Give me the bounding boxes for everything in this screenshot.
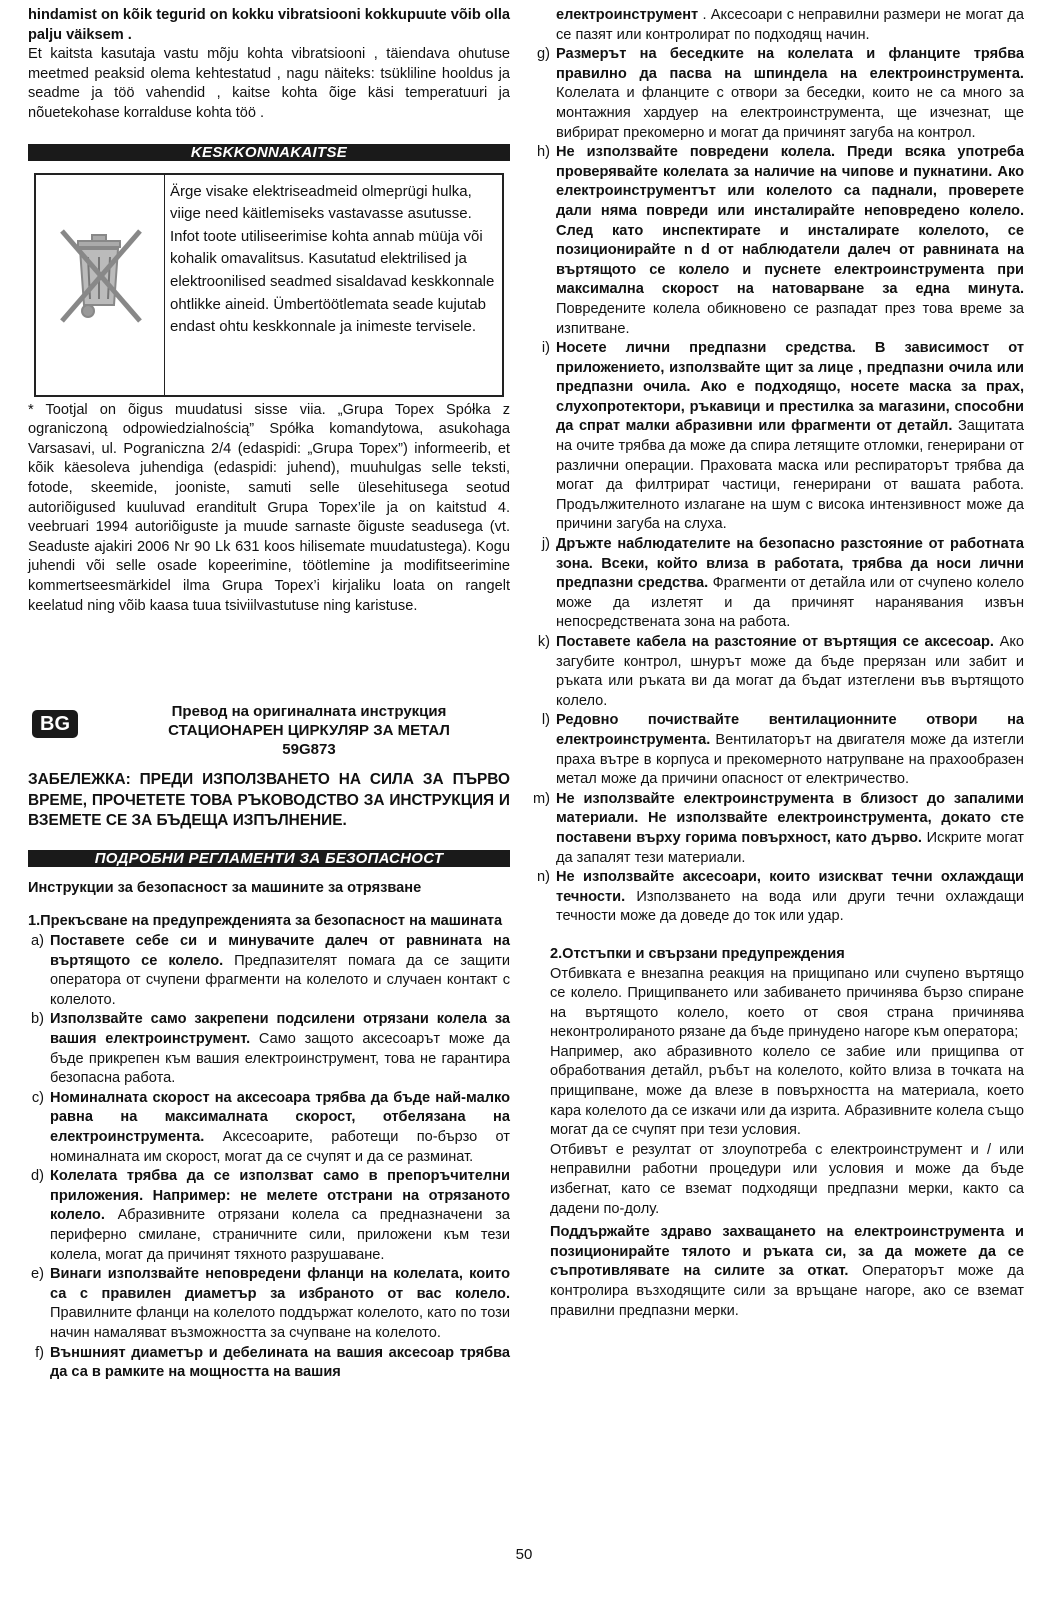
- item-text: Аксесоарите, работещи по-бързо от номиналната им скорост, могат да се счупят и да се разминат.: [50, 1129, 510, 1165]
- bg-title-line-2: СТАЦИОНАРЕН ЦИРКУЛЯР ЗА МЕТАЛ: [168, 722, 450, 740]
- item-bold-text: Винаги използвайте неповредени фланци на колелата, които са с правилен диаметър за избраното от вас колело.: [50, 1266, 510, 1302]
- item-bold-text: Дръжте наблюдателите на безопасно разстояние от работната зона. Всеки, който влиза в работата, трябва да носи лични предпазни средства.: [556, 536, 1024, 592]
- item-text: Абразивните отрязани колела са предназначени за периферно смилане, страничните сили, приложени към тези колела, могат да причинят тяхното разрушаване.: [50, 1207, 510, 1263]
- item-bold-text: Носете лични предпазни средства. В зависимост от приложението, използвайте щит за лице , предпазни очила или предпазни очила. Ако е подходящо, носете маска за прах, слухопротектори, ръкавици и престилка за магазини, способни да спрат малки абразивни или фрагменти от детайл.: [556, 340, 1024, 435]
- item-bold-text: Колелата трябва да се използват само в препоръчителни приложения. Например: не мелете отстрани на отрязаното колело.: [50, 1168, 510, 1224]
- item-bold-text: Не използвайте аксесоари, които изискват течни охлаждащи течности.: [556, 869, 1024, 905]
- item-text: Защитата на очите трябва да може да спира летящите отломки, генерирани от различни операции. Праховата маска или респираторът трябва да могат да филтрират частици, генерирани от вашата работа. Продължителното излагане на шум с висока интензивност може да причини загуба на слуха.: [556, 418, 1024, 533]
- kickback-para-1: Отбивката е внезапна реакция на прищипано или счупено въртящо се колело. Прищипването или забиването причинява бързо спиране на въртящото колело, което от своя страна причинява неконтролираното рязане да бъде принудено нагоре към оператора;: [550, 965, 1024, 1041]
- item-label: a): [31, 933, 44, 950]
- env-heading: KESKKONNAKAITSE: [28, 144, 510, 161]
- item-label: e): [31, 1266, 44, 1283]
- list-item: [534, 535, 1024, 633]
- item-text: Фрагменти от детайла или от счупено колело може да излетят и да причинят наранявания извън непосредствената зона на работа.: [556, 575, 1024, 631]
- bg-title: [108, 702, 510, 759]
- list-item: [28, 1265, 510, 1343]
- list-item: [534, 711, 1024, 789]
- list-item: [28, 1167, 510, 1265]
- subheading: Инструкции за безопасност за машините за отрязване: [28, 879, 422, 896]
- intro-text: Et kaitsta kasutaja vastu mõju kohta vibratsiooni , täiendava ohutuse meetmed peaksid olema kehtestatud , nagu näiteks: tsükliline hooldus ja seadme ja töö vahendid , kaitse kohta õige käsi temperatuuri ja nõuetekohase korralduse kohta töö .: [28, 46, 510, 121]
- item-label: d): [31, 1168, 44, 1185]
- item-label: l): [541, 712, 550, 729]
- item-bold-text: Поставете кабела на разстояние от въртящия се аксесоар.: [556, 634, 994, 650]
- list-item: [28, 1344, 510, 1383]
- item-label: h): [537, 144, 550, 161]
- safety-heading: ПОДРОБНИ РЕГЛАМЕНТИ ЗА БЕЗОПАСНОСТ: [28, 850, 510, 867]
- bg-title-line-3: 59G873: [282, 741, 336, 759]
- intro-bold: hindamist on kõik tegurid on kokku vibratsiooni kokkupuute võib olla palju väiksem .: [28, 7, 510, 43]
- list-item: [28, 1010, 510, 1088]
- item-text: Ако загубите контрол, шнурът може да бъде прерязан или забит и ръката или ръката ви да могат да бъдат изтеглени във въртящото колело.: [556, 634, 1024, 709]
- item-bold-text: Размерът на беседките на колелата и фланците трябва правилно да пасва на шпиндела на електроинструмента.: [556, 46, 1024, 82]
- list-item: [534, 633, 1024, 711]
- kickback-final: [534, 1223, 1024, 1321]
- note: ЗАБЕЛЕЖКА: ПРЕДИ ИЗПОЛЗВАНЕТО НА СИЛА ЗА ПЪРВО ВРЕМЕ, ПРОЧЕТЕТЕ ТОВА РЪКОВОДСТВО ЗА ИНСТРУКЦИЯ И ВЗЕМЕТЕ СЕ ЗА БЪДЕЩА ИЗПЪЛНЕНИЕ.: [28, 771, 510, 830]
- crossed-out-wheelie-bin-icon: [36, 175, 165, 395]
- item-text: Използването на вода или други течни охлаждащи течности може да доведе до ток или удар.: [556, 888, 1024, 925]
- section-1-heading: 1.Прекъсване на предупрежденията за безопасност на машината: [28, 913, 503, 930]
- list-item: [534, 6, 1024, 45]
- env-box: [34, 173, 504, 397]
- left-column: [28, 6, 510, 1383]
- item-bold-text: Редовно почиствайте вентилационните отвори на електроинструмента.: [556, 712, 1024, 748]
- item-bold-text: Не използвайте повредени колела. Преди всяка употреба проверявайте колелата за наличие на чипове и пукнатини. Ако електроинструментът или колелото са паднали, проверете дали няма повреди или инсталирайте неповредено колело. След като инспектирате и инсталирате колелото, се позиционирайте n d от наблюдатели далеч от равнината на въртящото се колело и пуснете електроинструмента при максимална скорост на натоварване за една минута.: [556, 144, 1024, 298]
- item-text: . Аксесоари с неправилни размери не могат да се пазят или контролират по подходящ начин.: [556, 7, 1024, 43]
- kickback-final-bold: Поддържайте здраво захващането на електроинструмента и позиционирайте тялото и ръката си, за да можете да се съпротивлявате на силите за откат.: [550, 1224, 1024, 1280]
- item-text: Само защото аксесоарът може да бъде прикрепен към вашия електроинструмент, това не гарантира безопасна работа.: [50, 1031, 510, 1087]
- page-number: 50: [515, 1546, 533, 1563]
- bg-header: [28, 702, 510, 764]
- item-text: Предпазителят помага да се защити оператора от счупени фрагменти на колелото и случаен контакт с колелото.: [50, 952, 510, 1008]
- list-item: [28, 1089, 510, 1167]
- item-label: j): [541, 536, 550, 553]
- list-item: [534, 45, 1024, 143]
- list-item: [534, 339, 1024, 535]
- item-label: m): [532, 790, 550, 807]
- item-text: Колелата и фланците с отвори за беседки, които не са много за монтажния хардуер на електроинструмента, ще изчезнат, ще вибрират прекомерно и могат да причинят загуба на контрол.: [556, 85, 1024, 141]
- item-bold-text: Външният диаметър и дебелината на вашия аксесоар трябва да са в рамките на мощността на вашия: [50, 1344, 510, 1381]
- list-item: [534, 790, 1024, 868]
- item-label: b): [31, 1011, 44, 1028]
- list-item: [534, 868, 1024, 927]
- bg-title-line-1: Превод на оригиналната инструкция: [171, 703, 447, 721]
- item-bold-text: Номиналната скорост на аксесоара трябва да бъде най-малко равна на максималната скорост, отбелязана на електроинструмента.: [50, 1089, 510, 1145]
- kickback-para-2: Например, ако абразивното колело се забие или прищипва от обработвания детайл, ръбът на колелото, който влиза в точката на прищипване, може да влезе в повърхността на материала, което кара колелото да се изкачи или да изрита. Абразивните колела също могат да се счупят при тези условия.: [550, 1043, 1024, 1139]
- item-label: i): [541, 340, 550, 357]
- item-bold-text: Не използвайте електроинструмента в близост до запалими материали. Не използвайте електроинструмента, докато сте поставени върху горима повърхност, като дърво.: [556, 790, 1024, 846]
- right-items: [534, 6, 1024, 927]
- item-bold-text: електроинструмент: [556, 7, 699, 23]
- list-item: [28, 932, 510, 1010]
- list-item: [534, 143, 1024, 339]
- item-bold-text: Поставете себе си и минувачите далеч от равнината на въртящото се колело.: [50, 933, 510, 969]
- item-text: Правилните фланци на колелото поддържат колелото, като по този начин намаляват възможността за счупване на колелото.: [50, 1305, 510, 1341]
- item-label: n): [537, 869, 550, 886]
- copyright-text: * Tootjal on õigus muudatusi sisse viia. „Grupa Topex Spółka z ograniczoną odpowiedzialnością” Spółka komandytowa, asukohaga Varsasavi, ul. Pograniczna 2/4 (edaspidi: „Grupa Topex”) informeerib, et kõik käesoleva juhendiga (edaspidi: juhend), muuhulgas selle teksti, fotode, skeemide, jooniste, samuti selle ülesehitusega seotud autoriõigused kuuluvad eranditult Grupa Topex’ile ja on kaitstud 4. veebruari 1994 autoriõiguste ja muude sarnaste õiguste seadusega (vt. Seaduste ajakiri 2006 Nr 90 Lk 631 koos hilisemate muudatustega). Kogu juhendi või selle osade kopeerimine, töötlemine ja modifitseerimine kommertseesmärkidel ilma Grupa Topex’i kirjaliku loata on rangelt keelatud ning võib kaasa tuua tsiviilvastutuse ning karistuse.: [28, 401, 510, 614]
- kickback-final-text: Операторът може да контролира възходящите сили за връщане нагоре, ако се вземат правилни предпазни мерки.: [550, 1263, 1024, 1319]
- item-label: f): [35, 1344, 44, 1361]
- item-bold-text: Използвайте само закрепени подсилени отрязани колела за вашия електроинструмент.: [50, 1011, 510, 1048]
- item-label: k): [537, 634, 550, 650]
- item-text: Повредените колела обикновено се разпадат през това време за изпитване.: [556, 300, 1024, 337]
- item-label: c): [31, 1089, 44, 1106]
- right-column: [534, 6, 1024, 1321]
- item-label: g): [537, 46, 550, 63]
- env-text: Ärge visake elektriseadmeid olmeprügi hulka, viige need käitlemiseks vastavasse asutusse. Infot toote utiliseerimise kohta annab müüja või kohalik omavalitsus. Kasutatud elektrilised ja elektroonilised seadmed sisaldavad keskkonnale ohtlikke aineid. Ümbertöötlemata seade kujutab endast ohtu keskkonnale ja inimeste tervisele.: [170, 182, 495, 336]
- item-text: Искрите могат да запалят тези материали.: [556, 829, 1024, 866]
- bg-badge: BG: [32, 710, 78, 738]
- section-2-heading: 2.Отстъпки и свързани предупреждения: [550, 945, 845, 962]
- left-items: [28, 932, 510, 1383]
- item-text: Вентилаторът на двигателя може да изтегли праха вътре в корпуса и прекомерното натрупване на прахообразен метал може да причини опасност от електричество.: [556, 731, 1024, 788]
- kickback-para-3: Отбивът е резултат от злоупотреба с електроинструмент и / или неправилни работни процедури или условия и може да бъде избегнат, като се вземат подходящи предпазни мерки, както са дадени по-долу.: [550, 1141, 1024, 1217]
